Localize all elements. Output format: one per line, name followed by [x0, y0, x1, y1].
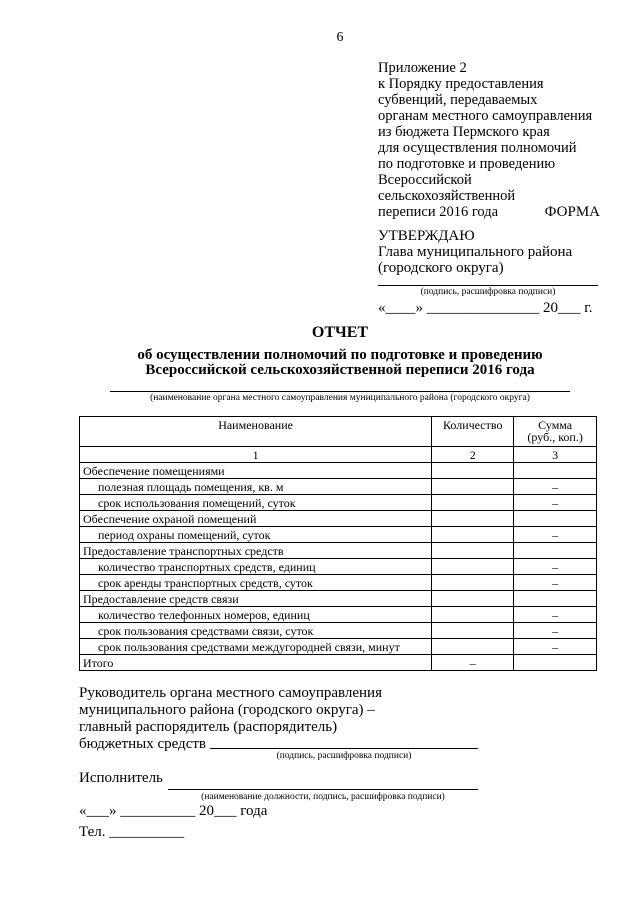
- row-name: срок пользования средствами междугородней связи, минут: [80, 639, 432, 655]
- table-row: [80, 623, 597, 639]
- row-sum[interactable]: –: [514, 639, 597, 655]
- page-number: 6: [336, 30, 344, 45]
- row-quantity[interactable]: [432, 575, 514, 591]
- table-number-row: [80, 447, 597, 463]
- row-sum[interactable]: –: [514, 575, 597, 591]
- approve-title: УТВЕРЖДАЮ: [378, 228, 475, 244]
- table-row: [80, 591, 597, 607]
- row-quantity[interactable]: [432, 495, 514, 511]
- table-row: [80, 575, 597, 591]
- row-name: срок аренды транспортных средств, суток: [80, 575, 432, 591]
- row-quantity[interactable]: [432, 639, 514, 655]
- approve-date-line[interactable]: «____» _______________ 20___ г.: [378, 300, 593, 316]
- table-row: [80, 607, 597, 623]
- row-quantity[interactable]: [432, 543, 514, 559]
- row-sum[interactable]: [514, 591, 597, 607]
- table-row: [80, 511, 597, 527]
- table-row: [80, 527, 597, 543]
- header-name: Наименование: [80, 417, 432, 447]
- executor-caption: (наименование должности, подпись, расшифровка подписи): [201, 792, 445, 802]
- row-sum[interactable]: –: [514, 607, 597, 623]
- form-label: ФОРМА: [544, 204, 600, 220]
- row-quantity[interactable]: [432, 511, 514, 527]
- table-row: [80, 463, 597, 479]
- phone-line[interactable]: Тел. __________: [79, 824, 185, 840]
- table-row: [80, 479, 597, 495]
- row-name: Обеспечение охраной помещений: [80, 511, 432, 527]
- head-signature-caption: (подпись, расшифровка подписи): [276, 751, 412, 761]
- table-row: [80, 639, 597, 655]
- report-date-line[interactable]: «___» __________ 20___ года: [79, 803, 268, 819]
- row-sum[interactable]: –: [514, 479, 597, 495]
- head-signature-line[interactable]: [210, 748, 478, 749]
- row-name: период охраны помещений, суток: [80, 527, 432, 543]
- row-name: полезная площадь помещения, кв. м: [80, 479, 432, 495]
- executor-label: Исполнитель: [79, 770, 163, 786]
- row-sum[interactable]: [514, 543, 597, 559]
- row-name: количество телефонных номеров, единиц: [80, 607, 432, 623]
- row-sum[interactable]: –: [514, 527, 597, 543]
- row-quantity[interactable]: –: [432, 655, 514, 671]
- row-sum[interactable]: –: [514, 495, 597, 511]
- col-number-1: 1: [80, 447, 432, 463]
- row-quantity[interactable]: [432, 623, 514, 639]
- table-row: [80, 495, 597, 511]
- row-quantity[interactable]: [432, 527, 514, 543]
- row-name: количество транспортных средств, единиц: [80, 559, 432, 575]
- appendix-note: Приложение 2 к Порядку предоставления субвенций, передаваемых органам местного самоуправления из бюджета Пермского края для осуществления полномочий по подготовке и проведению Всероссийской сельскохозяйственной переписи 2016 года: [378, 60, 593, 220]
- org-name-line[interactable]: [110, 391, 570, 392]
- row-quantity[interactable]: [432, 463, 514, 479]
- report-table: [79, 416, 597, 671]
- table-row: [80, 655, 597, 671]
- header-quantity: Количество: [432, 417, 514, 447]
- executor-line[interactable]: [168, 789, 478, 790]
- row-name: Обеспечение помещениями: [80, 463, 432, 479]
- row-quantity[interactable]: [432, 479, 514, 495]
- row-quantity[interactable]: [432, 559, 514, 575]
- approve-signature-line[interactable]: [378, 285, 598, 286]
- row-sum[interactable]: –: [514, 623, 597, 639]
- row-sum[interactable]: –: [514, 559, 597, 575]
- head-signature-label: Руководитель органа местного самоуправления муниципального района (городского округа) – главный распорядитель (распорядитель) бюджетных средств: [79, 685, 382, 752]
- header-sum: Сумма (руб., коп.): [514, 417, 597, 447]
- row-quantity[interactable]: [432, 607, 514, 623]
- col-number-3: 3: [514, 447, 597, 463]
- row-sum[interactable]: [514, 463, 597, 479]
- table-row: [80, 543, 597, 559]
- row-name: Предоставление средств связи: [80, 591, 432, 607]
- row-name: срок использования помещений, суток: [80, 495, 432, 511]
- row-sum[interactable]: [514, 511, 597, 527]
- row-quantity[interactable]: [432, 591, 514, 607]
- row-name: Предоставление транспортных средств: [80, 543, 432, 559]
- row-sum[interactable]: [514, 655, 597, 671]
- approve-signature-caption: (подпись, расшифровка подписи): [420, 287, 556, 297]
- report-subtitle: об осуществлении полномочий по подготовке и проведению Всероссийской сельскохозяйственной переписи 2016 года: [137, 347, 543, 378]
- table-row: [80, 559, 597, 575]
- report-title: ОТЧЕТ: [311, 324, 369, 341]
- col-number-2: 2: [432, 447, 514, 463]
- row-name: Итого: [80, 655, 432, 671]
- org-name-caption: (наименование органа местного самоуправления муниципального района (городского округа): [150, 393, 530, 403]
- table-header-row: [80, 417, 597, 447]
- row-name: срок пользования средствами связи, суток: [80, 623, 432, 639]
- approve-position: Глава муниципального района (городского округа): [378, 244, 573, 276]
